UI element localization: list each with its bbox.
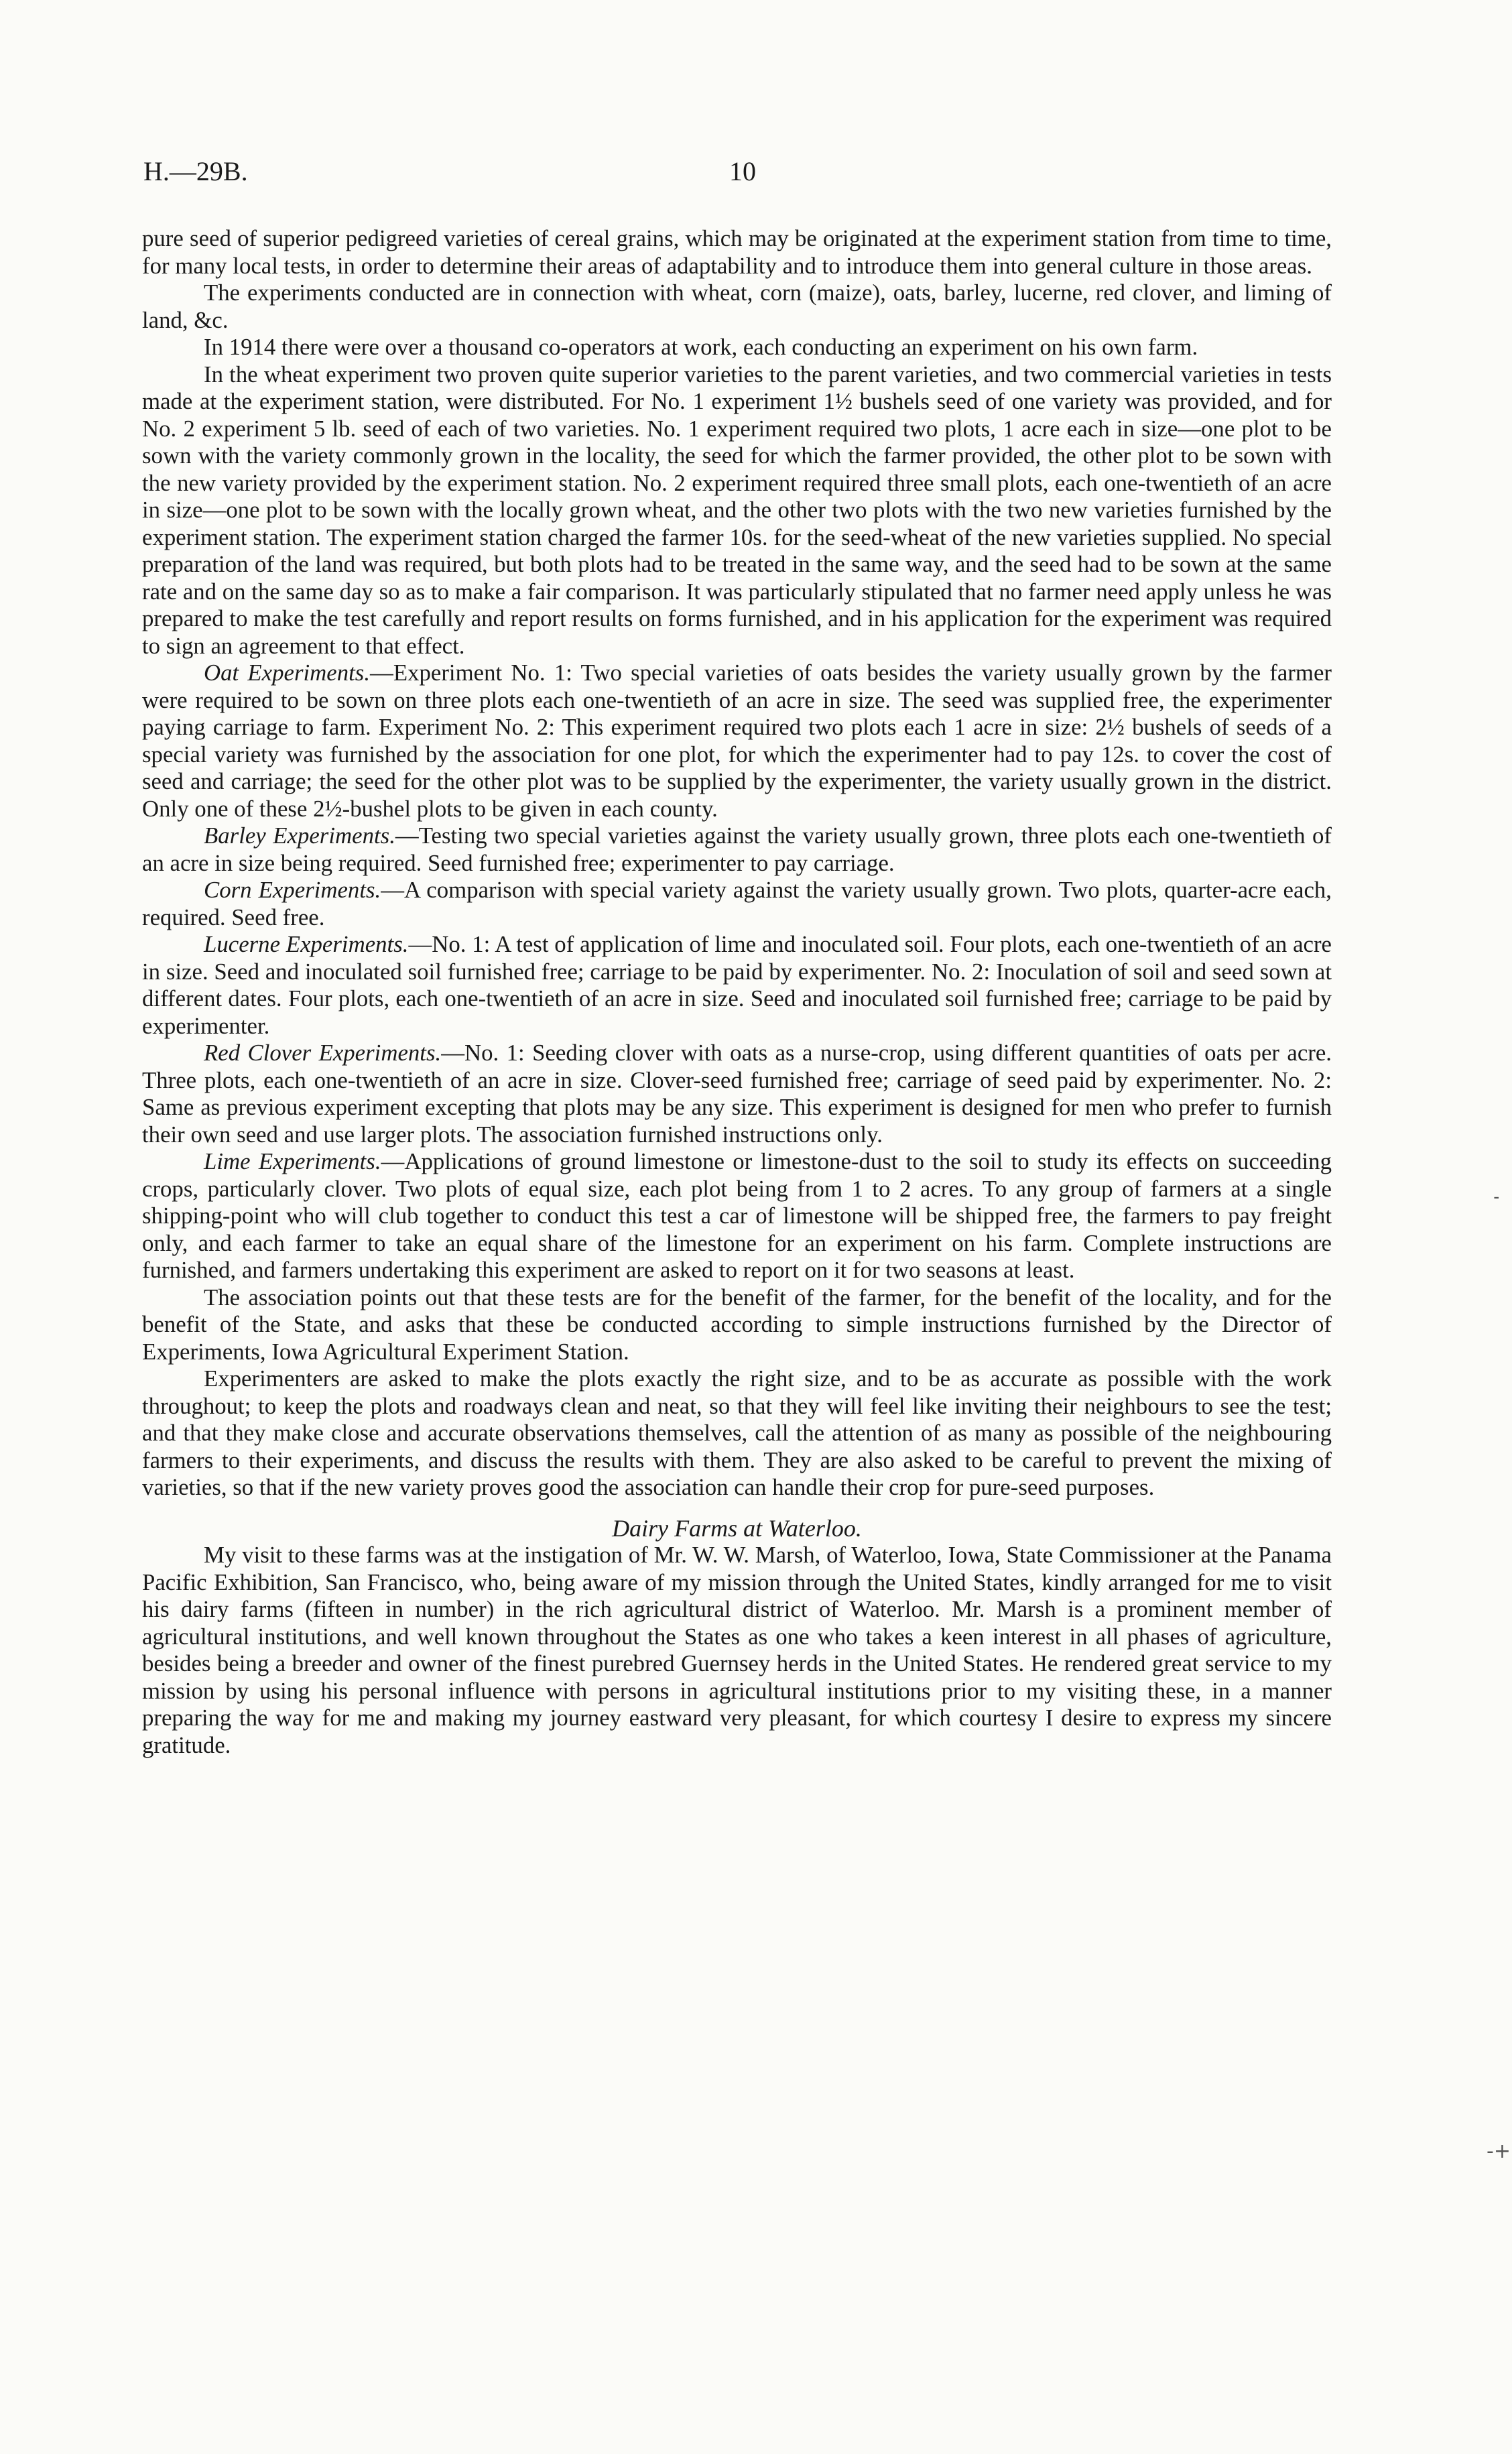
paragraph-text: —Testing two special varieties against the variety usually grown, three plots each one-twentieth of an acre in size being required. Seed furnished free; experimenter to pay carriage. xyxy=(142,822,1332,876)
paragraph-text: The association points out that these tests are for the benefit of the farmer, for the benefit of the locality, and for the benefit of the State, and asks that these be conducted according to simple instructions furnished by the Director of Experiments, Iowa Agricultural Experiment Station. xyxy=(142,1284,1332,1365)
document-code: H.—29B. xyxy=(143,156,248,186)
paragraph-barley-experiments xyxy=(142,822,1332,877)
body-text xyxy=(142,225,1332,1759)
paragraph-text: —No. 1: Seeding clover with oats as a nurse-crop, using different quantities of oats per acre. Three plots, each one-twentieth of an acre in size. Clover-seed furnished free; carriage of seed paid by experimenter. No. 2: Same as previous experiment excepting that plots may be any size. This experiment is designed for men who prefer to furnish their own seed and use larger plots. The association furnished instructions only. xyxy=(142,1040,1332,1148)
paragraph-text: —Experiment No. 1: Two special varieties of oats besides the variety usually grown by the farmer were required to be sown on three plots each one-twentieth of an acre in size. The seed was supplied free, the experimenter paying carriage to farm. Experiment No. 2: This experiment required two plots each 1 acre in size: 2½ bushels of seeds of a special variety was furnished by the association for one plot, for which the experimenter had to pay 12s. to cover the cost of seed and carriage; the seed for the other plot was to be supplied by the experimenter, the variety usually grown in the district. Only one of these 2½-bushel plots to be given in each county. xyxy=(142,660,1332,822)
paragraph-lime-experiments xyxy=(142,1148,1332,1284)
paragraph-text: In the wheat experiment two proven quite superior varieties to the parent varieties, and two commercial varieties in tests made at the experiment station, were distributed. For No. 1 experiment 1½ bushels seed of one variety was provided, and for No. 2 experiment 5 lb. seed of each of two varieties. No. 1 experiment required two plots, 1 acre each in size—one plot to be sown with the variety commonly grown in the locality, the seed for which the farmer provided, the other plot to be sown with the new variety provided by the experiment station. No. 2 experiment required three small plots, each one-twentieth of an acre in size—one plot to be sown with the locally grown wheat, and the other two plots with the two new varieties furnished by the experiment station. The experiment station charged the farmer 10s. for the seed-wheat of the new varieties supplied. No special preparation of the land was required, but both plots had to be treated in the same way, and the seed had to be sown at the same rate and on the same day so as to make a fair comparison. It was particularly stipulated that no farmer need apply unless he was prepared to make the test carefully and report results on forms furnished, and in his application for the experiment was required to sign an agreement to that effect. xyxy=(142,361,1332,659)
paragraph-red-clover-experiments xyxy=(142,1040,1332,1148)
paragraph-text: The experiments conducted are in connection with wheat, corn (maize), oats, barley, lucerne, red clover, and liming of land, &c. xyxy=(142,280,1332,333)
paragraph-text: pure seed of superior pedigreed varieties of cereal grains, which may be originated at the experiment station from time to time, for many local tests, in order to determine their areas of adaptability and to introduce them into general culture in those areas. xyxy=(142,225,1332,279)
paragraph-title: Lime Experiments. xyxy=(204,1148,381,1174)
paragraph-title: Oat Experiments. xyxy=(204,660,371,686)
section-heading: Dairy Farms at Waterloo. xyxy=(612,1514,862,1542)
paragraph-text: —Applications of ground limestone or limestone-dust to the soil to study its effects on succeeding crops, particularly clover. Two plots of equal size, each plot being from 1 to 2 acres. To any group of farmers at a single shipping-point who will club together to conduct this test a car of limestone will be shipped free, the farmers to pay freight only, and each farmer to take an equal share of the limestone for an experiment on his farm. Complete instructions are furnished, and farmers undertaking this experiment are asked to report on it for two seasons at least. xyxy=(142,1148,1332,1283)
paragraph-text: —A comparison with special variety against the variety usually grown. Two plots, quarter-acre each, required. Seed free. xyxy=(142,877,1332,930)
paragraph xyxy=(142,361,1332,660)
paragraph xyxy=(142,280,1332,334)
paragraph-text: In 1914 there were over a thousand co-operators at work, each conducting an experiment on his own farm. xyxy=(204,334,1198,360)
paragraph-oat-experiments xyxy=(142,660,1332,822)
paragraph-title: Barley Experiments. xyxy=(204,822,395,849)
paragraph-dairy-farms: My visit to these farms was at the instigation of Mr. W. W. Marsh, of Waterloo, Iowa, State Commissioner at the Panama Pacific Exhibition, San Francisco, who, being aware of my mission through the United States, kindly arranged for me to visit his dairy farms (fifteen in number) in the rich agricultural district of Waterloo. Mr. Marsh is a prominent member of agricultural institutions, and well known throughout the States as one who takes a keen interest in all phases of agriculture, besides being a breeder and owner of the finest purebred Guernsey herds in the United States. He rendered great service to my mission by using his personal influence with persons in agricultural institutions prior to my visiting these, in a manner preparing the way for me and making my journey eastward very pleasant, for which courtesy I desire to express my sincere gratitude. xyxy=(142,1542,1332,1758)
paragraph xyxy=(142,1284,1332,1366)
paragraph-title: Corn Experiments. xyxy=(204,877,381,903)
page-number: 10 xyxy=(729,156,756,186)
paragraph xyxy=(142,334,1332,361)
paragraph-title: Red Clover Experiments. xyxy=(204,1040,442,1066)
paragraph xyxy=(142,225,1332,280)
margin-mark-icon: ˗ xyxy=(1493,1185,1500,1209)
paragraph xyxy=(142,1365,1332,1501)
paragraph-text: Experimenters are asked to make the plots exactly the right size, and to be as accurate as possible with the work throughout; to keep the plots and roadways clean and neat, so that they will feel like inviting their neighbours to see the test; and that they make close and accurate observations themselves, call the attention of as many as possible of the neighbouring farmers to their experiments, and discuss the results with them. They are also asked to be careful to prevent the mixing of varieties, so that if the new variety proves good the association can handle their crop for pure-seed purposes. xyxy=(142,1365,1332,1500)
margin-mark-icon: ‑+ xyxy=(1487,2140,1511,2163)
paragraph-title: Lucerne Experiments. xyxy=(204,931,409,957)
paragraph-corn-experiments xyxy=(142,877,1332,931)
paragraph-lucerne-experiments xyxy=(142,931,1332,1040)
paragraph-text: —No. 1: A test of application of lime and inoculated soil. Four plots, each one-twentieth of an acre in size. Seed and inoculated soil furnished free; carriage to be paid by experimenter. No. 2: Inoculation of soil and seed sown at different dates. Four plots, each one-twentieth of an acre in size. Seed and inoculated soil furnished free; carriage to be paid by experimenter. xyxy=(142,931,1332,1039)
page-header xyxy=(134,156,1354,196)
